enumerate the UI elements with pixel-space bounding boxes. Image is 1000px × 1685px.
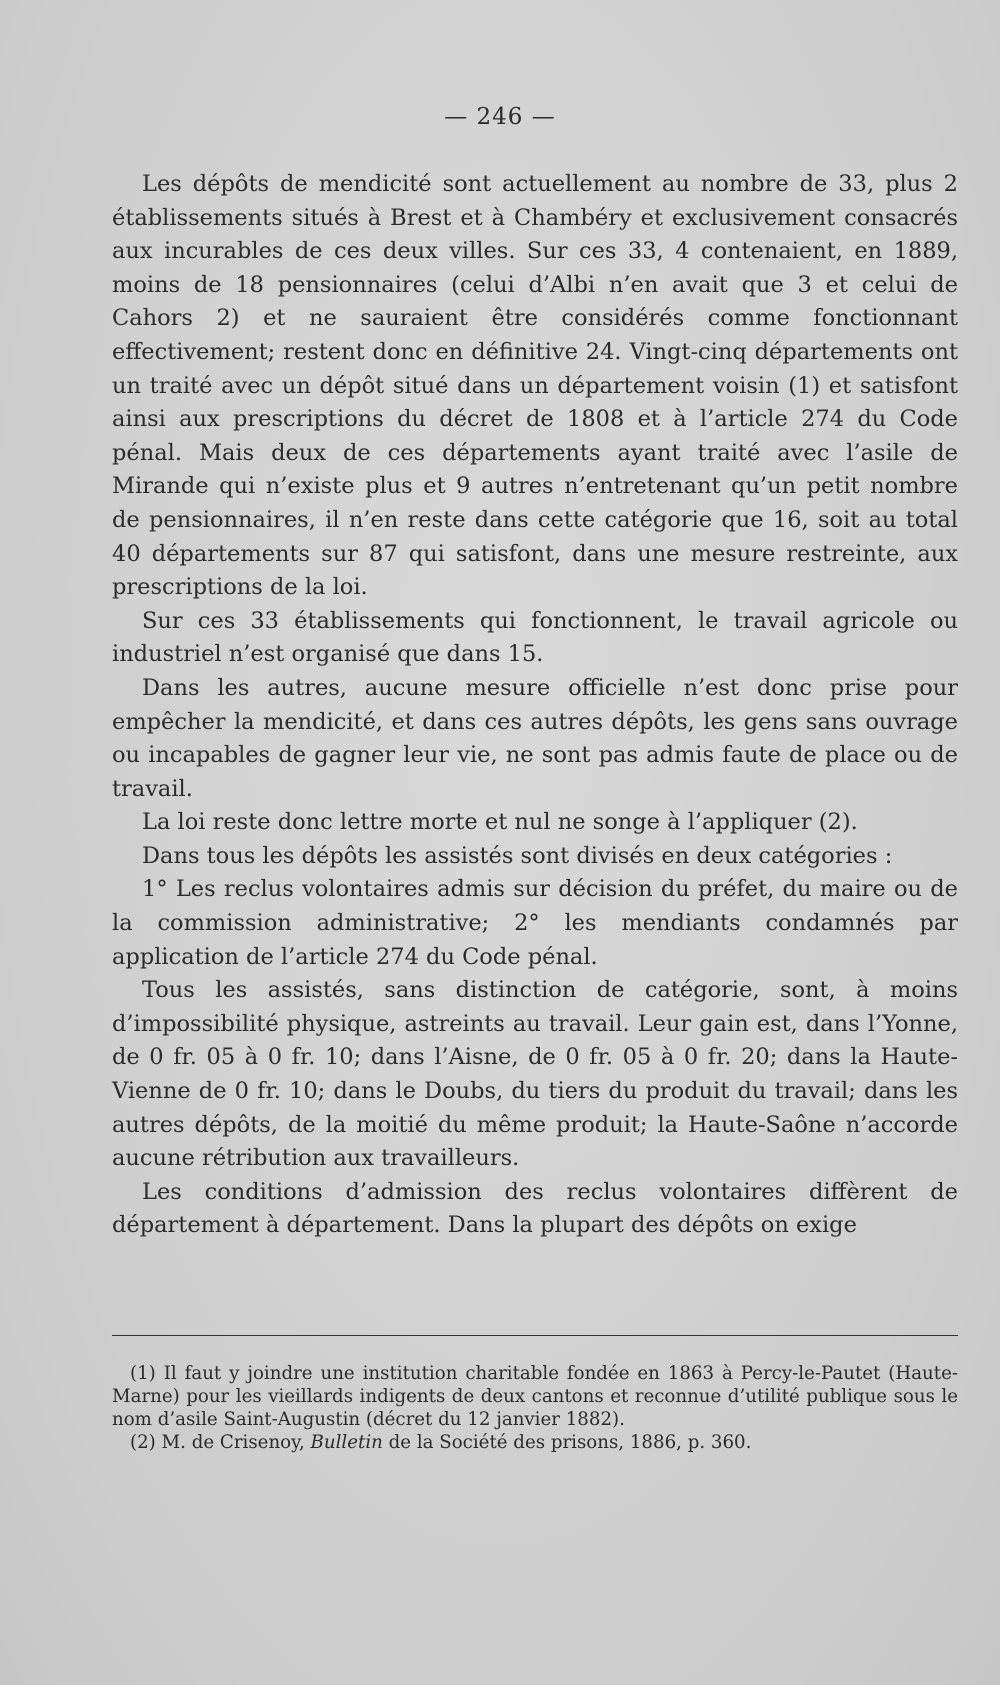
footnote-2-journal-title: Bulletin	[310, 1432, 383, 1453]
paragraph: Dans tous les dépôts les assistés sont divisés en deux catégories :	[142, 842, 893, 869]
footnote-2-prefix: (2) M. de Crisenoy,	[130, 1432, 311, 1453]
paragraph: Les conditions d’admission des reclus volontaires diffèrent de département à département. Dans la plupart des dépôts on exige	[112, 1178, 958, 1239]
footnote-1: (1) Il faut y joindre une institution charitable fondée en 1863 à Percy-le-Pautet (Haute-Marne) pour les vieillards indigents de deux cantons et reconnue d’utilité publique sous le nom d’asile Saint-Augustin (décret du 12 janvier 1882).	[112, 1363, 958, 1430]
footnote-2-suffix: de la Société des prisons, 1886, p. 360.	[382, 1432, 752, 1453]
body-text	[112, 168, 958, 1243]
paragraph: 1° Les reclus volontaires admis sur décision du préfet, du maire ou de la commission administrative; 2° les mendiants condamnés par application de l’article 274 du Code pénal.	[112, 876, 958, 970]
footnote-2	[112, 1431, 958, 1454]
paragraph: Sur ces 33 établissements qui fonctionnent, le travail agricole ou industriel n’est organisé que dans 15.	[112, 607, 958, 668]
paragraph: La loi reste donc lettre morte et nul ne songe à l’appliquer (2).	[142, 809, 858, 836]
footnote-divider	[112, 1335, 958, 1336]
paragraph: Dans les autres, aucune mesure officielle n’est donc prise pour empêcher la mendicité, et dans ces autres dépôts, les gens sans ouvrage ou incapables de gagner leur vie, ne sont pas admis faute de place ou de travail.	[112, 674, 958, 802]
paragraph: Les dépôts de mendicité sont actuellement au nombre de 33, plus 2 établissements situés à Brest et à Chambéry et exclusivement consacrés aux incurables de ces deux villes. Sur ces 33, 4 contenaient, en 1889, moins de 18 pensionnaires (celui d’Albi n’en avait que 3 et celui de Cahors 2) et ne sauraient être considérés comme fonctionnant effectivement; restent donc en définitive 24. Vingt-cinq départements ont un traité avec un dépôt situé dans un département voisin (1) et satisfont ainsi aux prescriptions du décret de 1808 et à l’article 274 du Code pénal. Mais deux de ces départements ayant traité avec l’asile de Mirande qui n’existe plus et 9 autres n’entretenant qu’un petit nombre de pensionnaires, il n’en reste dans cette catégorie que 16, soit au total 40 départements sur 87 qui satisfont, dans une mesure restreinte, aux prescriptions de la loi.	[112, 171, 958, 601]
paragraph: Tous les assistés, sans distinction de catégorie, sont, à moins d’impossibilité physique, astreints au travail. Leur gain est, dans l’Yonne, de 0 fr. 05 à 0 fr. 10; dans l’Aisne, de 0 fr. 05 à 0 fr. 20; dans la Haute-Vienne de 0 fr. 10; dans le Doubs, du tiers du produit du travail; dans les autres dépôts, de la moitié du même produit; la Haute-Saône n’accorde aucune rétribution aux travailleurs.	[112, 977, 958, 1172]
page-number: — 246 —	[444, 104, 556, 130]
footnotes	[112, 1362, 958, 1454]
